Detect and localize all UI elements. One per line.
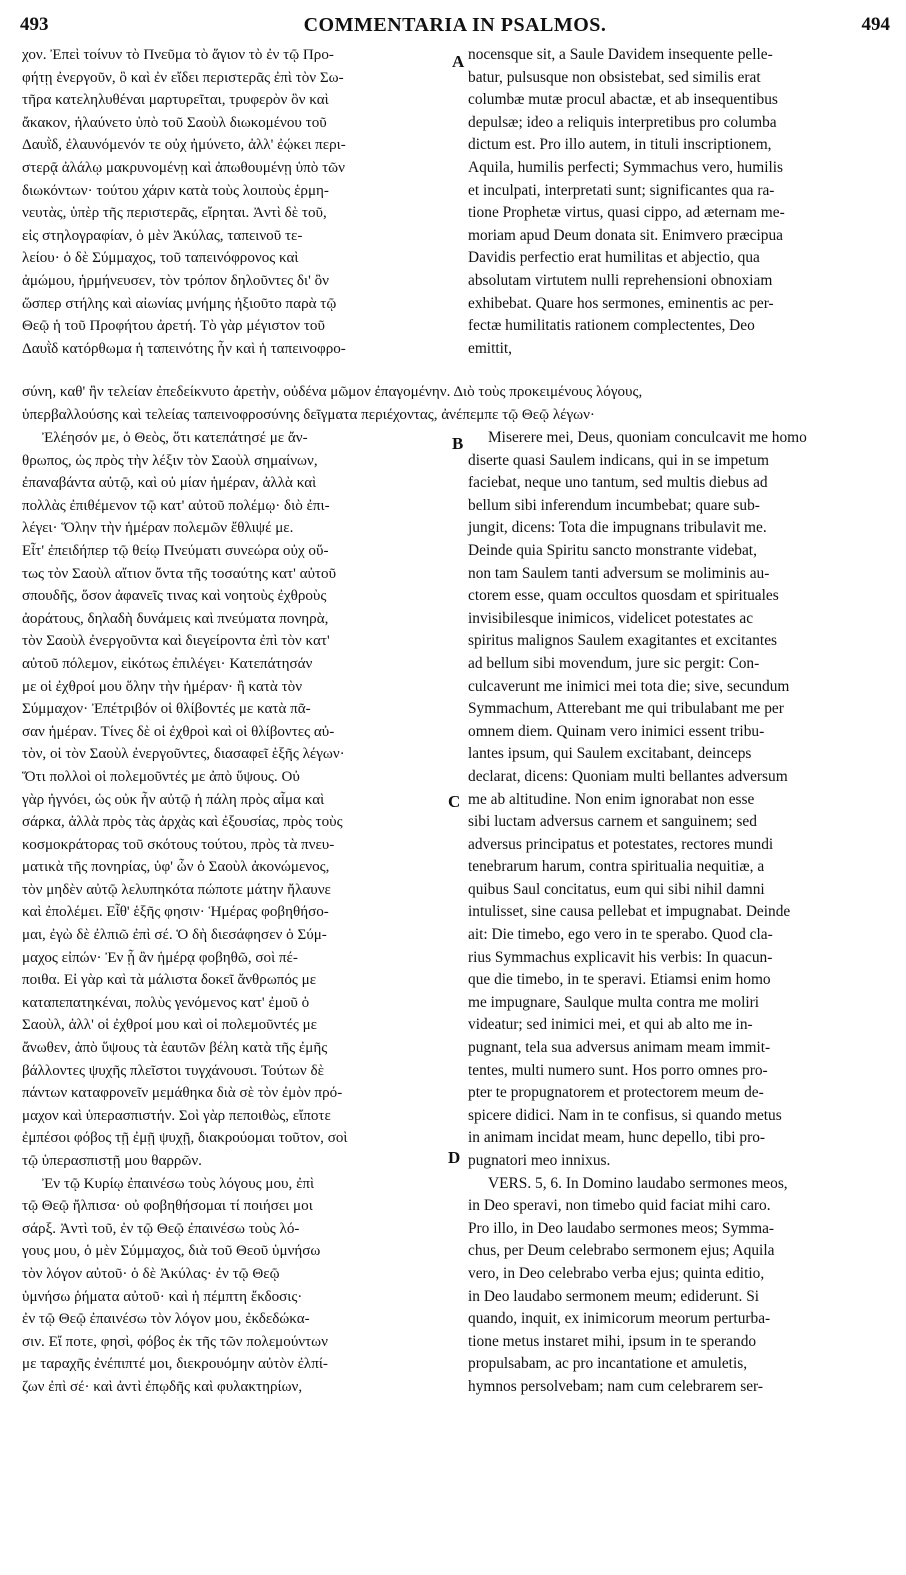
latin-paragraph: VERS. 5, 6. In Domino laudabo sermones meos, in Deo speravi, non timebo quid faciat mihi caro. Pro illo, in Deo laudabo sermones meos; Symma- chus, per Deum celebrabo sermonem ejus; Aquila vero, in Deo celebrabo verba ejus; quinta editio, in Deo laudabo sermonem meum; ediderunt. Si quando, inquit, ex inimicorum meorum perturba- tione metus instaret mihi, ipsum in te sperando propulsabam, ac pro incantatione et amuletis, hymnos persolvebam; nam cum celebrarem ser- <box>468 1174 788 1395</box>
page-header <box>20 14 890 40</box>
greek-paragraph: χον. Ἐπεὶ τοίνυν τὸ Πνεῦμα τὸ ἅγιον τὸ ἐν τῷ Προ- φήτῃ ἐνεργοῦν, ὃ καὶ ἐν εἴδει περιστερᾶς ἐπὶ τὸν Σω- τῆρα κατεληλυθέναι μαρτυρεῖται, τρυφερὸν ὃν καὶ ἄκακον, ἠλαύνετο ὑπὸ τοῦ Σαοὺλ διωκομένου τοῦ Δαυῒδ, ἐλαυνόμενόν τε οὐχ ἠμύνετο, ἀλλ' ἐῴκει περι- στερᾷ ἀλάλῳ μακρυνομένῃ καὶ ἀπωθουμένῃ ὑπὸ τῶν διωκόντων· τούτου χάριν κατὰ τοὺς λοιποὺς ἑρμη- νευτὰς, ὑπὲρ τῆς περιστερᾶς, εἴρηται. Ἀντὶ δὲ τοῦ, εἰς στηλογραφίαν, ὁ μὲν Ἀκύλας, ταπεινοῦ τε- λείου· ὁ δὲ Σύμμαχος, τοῦ ταπεινόφρονος καὶ ἀμώμου, ἡρμήνευσεν, τὸν τρόπον δηλοῦντες δι' ὃν ὥσπερ στήλης καὶ αἰωνίας μνήμης ἠξιοῦτο παρὰ τῷ Θεῷ ἡ τοῦ Προφήτου ἀρετή. Τὸ γὰρ μέγιστον τοῦ Δαυῒδ κατόρθωμα ἡ ταπεινότης ἦν καὶ ἡ ταπεινοφρο- <box>22 47 346 357</box>
running-title: COMMENTARIA IN PSALMOS. <box>303 14 607 36</box>
greek-column-lower <box>22 427 452 1399</box>
margin-marker-d: D <box>448 1148 461 1167</box>
page-number-right: 494 <box>861 14 890 35</box>
greek-paragraph: Ἐν τῷ Κυρίῳ ἐπαινέσω τοὺς λόγους μου, ἐπὶ τῷ Θεῷ ἤλπισα· οὐ φοβηθήσομαι τί ποιήσει μοι σάρξ. Ἀντὶ τοῦ, ἐν τῷ Θεῷ ἐπαινέσω τοὺς λό- γους μου, ὁ μὲν Σύμμαχος, διὰ τοῦ Θεοῦ ὑμνήσω τὸν λόγον αὐτοῦ· ὁ δὲ Ἀκύλας· ἐν τῷ Θεῷ ὑμνήσω ῥήματα αὐτοῦ· καὶ ἡ πέμπτη ἔκδοσις· ἐν τῷ Θεῷ ἐπαινέσω τὸν λόγον μου, ἐκδεδώκα- σιν. Εἴ ποτε, φησὶ, φόβος ἐκ τῆς τῶν πολεμούντων με ταραχῆς ἐνέπιπτέ μοι, διεκρουόμην αὐτὸν ἐλπί- ζων ἐπὶ σέ· καὶ ἀντὶ ἐπῳδῆς καὶ φυλακτηρίων, <box>22 1175 328 1395</box>
latin-paragraph: Miserere mei, Deus, quoniam conculcavit me homo diserte quasi Saulem indicans, qui in se impetum faciebat, neque uno tantum, sed multis diebus ad bellum sibi inferendum incumbebat; quare sub- jungit, dicens: Tota die impugnans tribulavit me. Deinde quia Spiritu sancto monstrante videbat, non tam Saulem tanti adversum se moliminis au- ctorem esse, quam occultos quosdam et spirituales invisibilesque inimicos, videlicet potestates ac spiritus malignos Saulem exagitantes et excitantes ad bellum sibi movendum, jure sic pergit: Con- culcaverunt me inimici mei tota die; sive, secundum Symmachum, Atterebant me qui tribulabant me per omnem diem. Quinam vero inimici essent tribu- lantes ipsum, qui Saulem excitabant, deinceps declarat, dicens: Quoniam multi bellantes adversum me ab altitudine. Non enim ignorabat non esse sibi luctam adversus carnem et sanguinem; sed adversus principatus et potestates, rectores mundi tenebrarum harum, contra spiritualia nequitiæ, a quibus Saul concitatus, eum qui sibi nihil damni intulisset, sine causa pellebat et impugnabat. Deinde ait: Die timebo, ego vero in te sperabo. Quod cla- rius Symmachus explicavit his verbis: In quacun- que die timebo, in te speravi. Etiamsi enim homo me impugnare, Saulque multa contra me moliri videatur; sed inimici mei, et qui ab alto me in- pugnant, tela sua adversus animam meam immit- tentes, multi numero sunt. Hos porro omnes pro- pter te propugnatorem et protectorem meum de- spicere didici. Nam in te confisus, si quando metus in animam incidat meam, hunc depello, tibi pro- pugnatori meo innixus. <box>468 429 807 1169</box>
page-number-left: 493 <box>20 14 49 35</box>
greek-column-top <box>22 44 452 360</box>
margin-marker-b: B <box>452 434 464 453</box>
latin-paragraph: nocensque sit, a Saule Davidem insequente pelle- batur, pulsusque non obsistebat, sed similis erat columbæ mutæ procul abactæ, et ab insequentibus depulsæ; ideo a reliquis interpretibus pro columba dictum est. Pro illo autem, in tituli inscriptionem, Aquila, humilis perfecti; Symmachus vero, humilis et inculpati, interpretati sunt; significantes qua ra- tione Prophetæ virtus, quasi cippo, ad æternam me- moriam apud Deum donata sit. Enimvero præcipua Davidis perfectio erat humilitas et abjectio, qua absolutam virtutem nulli reprehensioni obnoxiam exhibebat. Quare hos sermones, eminentis ac per- fectæ humilitatis rationem complectentes, Deo emittit, <box>468 46 785 357</box>
greek-paragraph: Ἐλέησόν με, ὁ Θεὸς, ὅτι κατεπάτησέ με ἄν- θρωπος, ὡς πρὸς τὴν λέξιν τὸν Σαοὺλ σημαίνων, ἐπαναβάντα αὐτῷ, καὶ οὐ μίαν ἡμέραν, ἀλλὰ καὶ πολλὰς ἐπιθέμενον τῷ κατ' αὐτοῦ πολέμῳ· διὸ ἐπι- λέγει· Ὅλην τὴν ἡμέραν πολεμῶν ἔθλιψέ με. Εἶτ' ἐπειδήπερ τῷ θείῳ Πνεύματι συνεώρα οὐχ οὕ- τως τὸν Σαοὺλ αἴτιον ὄντα τῆς τοσαύτης κατ' αὐτοῦ σπουδῆς, ὅσον ἀφανεῖς τινας καὶ νοητοὺς ἐχθροὺς ἀοράτους, δηλαδὴ δυνάμεις καὶ πνεύματα πονηρὰ, τὸν Σαοὺλ ἐνεργοῦντα καὶ διεγείροντα ἐπὶ τὸν κατ' αὐτοῦ πόλεμον, εἰκότως ἐπιλέγει· Κατεπάτησάν με οἱ ἐχθροί μου ὅλην τὴν ἡμέραν· ἢ κατὰ τὸν Σύμμαχον· Ἐπέτριβόν οἱ θλίβοντές με κατὰ πᾶ- σαν ἡμέραν. Τίνες δὲ οἱ ἐχθροὶ καὶ οἱ θλίβοντες αὐ- τὸν, οἱ τὸν Σαοὺλ ἐνεργοῦντες, διασαφεῖ ἑξῆς λέγων· Ὅτι πολλοὶ οἱ πολεμοῦντές με ἀπὸ ὕψους. Οὐ γὰρ ἠγνόει, ὡς οὐκ ἦν αὐτῷ ἡ πάλη πρὸς αἷμα καὶ σάρκα, ἀλλὰ πρὸς τὰς ἀρχὰς καὶ ἐξουσίας, πρὸς τοὺς κοσμοκράτορας τοῦ σκότους τούτου, πρὸς τὰ πνευ- ματικὰ τῆς πονηρίας, ὑφ' ὧν ὁ Σαοὺλ ἀκονώμενος, τὸν μηδὲν αὐτῷ λελυπηκότα πώποτε μάτην ἤλαυνε καὶ ἐπολέμει. Εἶθ' ἑξῆς φησιν· Ἡμέρας φοβηθήσο- μαι, ἐγὼ δὲ ἐλπιῶ ἐπὶ σέ. Ὁ δὴ διεσάφησεν ὁ Σύμ- μαχος εἰπών· Ἐν ᾗ ἂν ἡμέρᾳ φοβηθῶ, σοὶ πέ- ποιθα. Εἰ γὰρ καὶ τὰ μάλιστα δοκεῖ ἄνθρωπός με καταπεπατηκέναι, πολὺς γενόμενος κατ' ἐμοῦ ὁ Σαοὺλ, ἀλλ' οἱ ἐχθροί μου καὶ οἱ πολεμοῦντές με ἄνωθεν, ἀπὸ ὕψους τὰ ἑαυτῶν βέλη κατὰ τῆς ἐμῆς βάλλοντες ψυχῆς πλεῖστοι τυγχάνουσι. Τούτων δὲ πάντων καταφρονεῖν μεμάθηκα διὰ σὲ τὸν ἐμὸν πρό- μαχον καὶ ὑπερασπιστήν. Σοὶ γὰρ πεποιθὼς, εἴποτε ἐμπέσοι φόβος τῇ ἐμῇ ψυχῇ, διακρούομαι τοῦτον, σοὶ τῷ ὑπερασπιστῇ μου θαρρῶν. <box>22 430 348 1169</box>
latin-column-lower <box>468 427 884 1399</box>
margin-marker-a: A <box>452 52 465 71</box>
latin-column-top <box>468 44 884 360</box>
greek-full-width-lines: σύνη, καθ' ἣν τελείαν ἐπεδείκνυτο ἀρετὴν, οὐδένα μῶμον ἐπαγομένην. Διὸ τοὺς προκειμένους λόγους, ὑπερβαλλούσης καὶ τελείας ταπεινοφροσύνης δεῖγματα περιέχοντας, ἀνέπεμπε τῷ Θεῷ λέγων· <box>22 384 643 423</box>
margin-marker-c: C <box>448 792 461 811</box>
